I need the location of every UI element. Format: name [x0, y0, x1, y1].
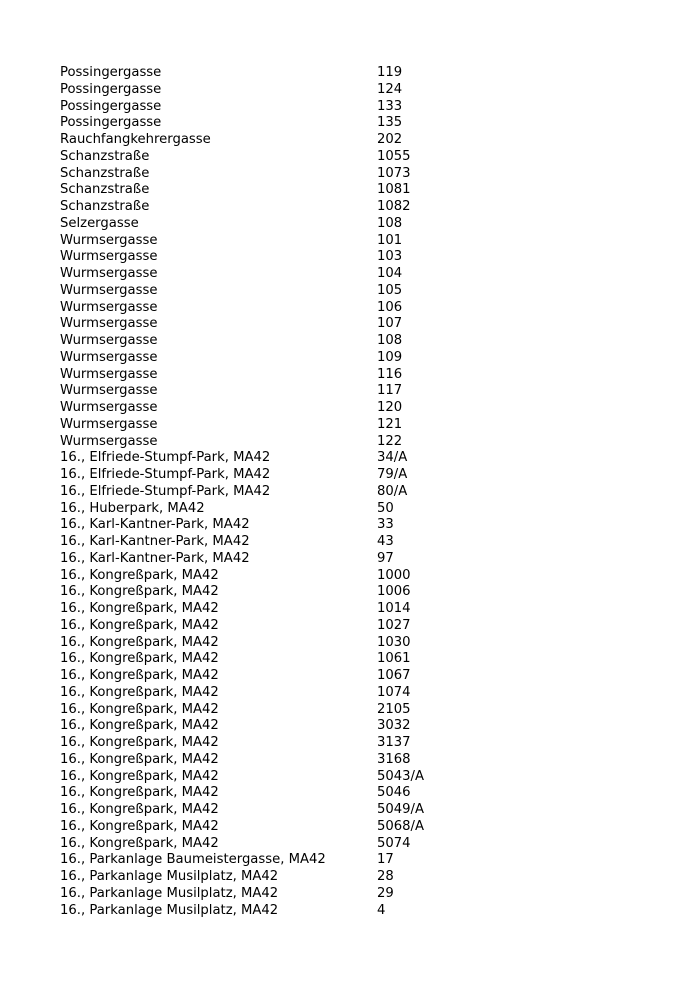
street-name: 16., Elfriede-Stumpf-Park, MA42: [60, 483, 271, 499]
street-name: Possingergasse: [60, 115, 162, 131]
house-number: 1082: [377, 199, 411, 214]
list-item: [0, 132, 700, 149]
house-number: 108: [377, 333, 403, 348]
street-name: 16., Kongreßpark, MA42: [60, 701, 219, 717]
street-name: 16., Parkanlage Musilplatz, MA42: [60, 902, 279, 918]
street-name: Wurmsergasse: [60, 400, 158, 415]
street-name: Wurmsergasse: [60, 232, 158, 248]
street-name: 16., Kongreßpark, MA42: [60, 818, 219, 834]
list-item: [0, 785, 700, 802]
street-name: 16., Karl-Kantner-Park, MA42: [60, 534, 250, 549]
house-number: 28: [377, 869, 394, 884]
list-item: [0, 886, 700, 903]
house-number: 3137: [377, 735, 411, 750]
list-item: [0, 668, 700, 685]
street-name: Selzergasse: [60, 215, 139, 231]
list-item: [0, 685, 700, 702]
house-number: 17: [377, 852, 394, 868]
list-item: [0, 551, 700, 568]
street-name: Wurmsergasse: [60, 349, 158, 365]
street-name: 16., Elfriede-Stumpf-Park, MA42: [60, 450, 271, 466]
list-item: [0, 99, 700, 116]
list-item: [0, 316, 700, 333]
list-item: [0, 400, 700, 417]
street-name: 16., Kongreßpark, MA42: [60, 651, 219, 667]
list-item: [0, 233, 700, 250]
house-number: 104: [377, 266, 403, 281]
house-number: 2105: [377, 701, 411, 717]
list-item: [0, 836, 700, 853]
street-name: 16., Elfriede-Stumpf-Park, MA42: [60, 467, 271, 482]
list-item: [0, 718, 700, 735]
list-item: [0, 869, 700, 886]
house-number: 5074: [377, 835, 411, 851]
street-name: 16., Parkanlage Musilplatz, MA42: [60, 869, 279, 884]
list-item: [0, 752, 700, 769]
list-item: [0, 283, 700, 300]
list-item: [0, 601, 700, 618]
street-name: 16., Kongreßpark, MA42: [60, 768, 219, 784]
street-name: 16., Parkanlage Musilplatz, MA42: [60, 885, 279, 901]
street-name: Schanzstraße: [60, 148, 150, 164]
house-number: 1067: [377, 668, 411, 683]
list-item: [0, 434, 700, 451]
list-item: [0, 182, 700, 199]
list-item: [0, 300, 700, 317]
street-name: 16., Kongreßpark, MA42: [60, 567, 219, 583]
house-number: 1027: [377, 617, 411, 633]
list-item: [0, 852, 700, 869]
street-name: 16., Kongreßpark, MA42: [60, 835, 219, 851]
list-item: [0, 166, 700, 183]
street-name: Schanzstraße: [60, 199, 150, 214]
list-item: [0, 467, 700, 484]
house-number: 117: [377, 383, 403, 399]
street-name: Possingergasse: [60, 65, 162, 80]
street-name: 16., Karl-Kantner-Park, MA42: [60, 550, 250, 566]
street-name: 16., Parkanlage Baumeistergasse, MA42: [60, 852, 326, 868]
street-name: 16., Kongreßpark, MA42: [60, 601, 219, 616]
house-number: 1030: [377, 634, 411, 650]
list-item: [0, 635, 700, 652]
house-number: 1055: [377, 148, 411, 164]
house-number: 79/A: [377, 467, 408, 482]
list-item: [0, 517, 700, 534]
street-name: Wurmsergasse: [60, 299, 158, 315]
house-number: 1061: [377, 651, 411, 667]
street-name: Wurmsergasse: [60, 266, 158, 281]
list-item: [0, 199, 700, 216]
house-number: 121: [377, 416, 403, 432]
address-list: [0, 65, 700, 919]
list-item: [0, 568, 700, 585]
street-name: 16., Kongreßpark, MA42: [60, 634, 219, 650]
list-item: [0, 735, 700, 752]
street-name: Possingergasse: [60, 81, 162, 97]
list-item: [0, 216, 700, 233]
list-item: [0, 584, 700, 601]
house-number: 43: [377, 534, 394, 549]
list-item: [0, 903, 700, 920]
house-number: 124: [377, 81, 403, 97]
list-item: [0, 450, 700, 467]
street-name: Wurmsergasse: [60, 333, 158, 348]
house-number: 1081: [377, 182, 411, 198]
house-number: 122: [377, 433, 403, 449]
street-name: 16., Karl-Kantner-Park, MA42: [60, 517, 250, 533]
house-number: 135: [377, 115, 403, 131]
street-name: 16., Kongreßpark, MA42: [60, 617, 219, 633]
house-number: 105: [377, 282, 403, 298]
list-item: [0, 115, 700, 132]
street-name: Wurmsergasse: [60, 383, 158, 399]
house-number: 1006: [377, 584, 411, 600]
list-item: [0, 367, 700, 384]
list-item: [0, 651, 700, 668]
list-item: [0, 65, 700, 82]
house-number: 119: [377, 65, 403, 80]
street-name: Wurmsergasse: [60, 249, 158, 265]
house-number: 4: [377, 902, 386, 918]
street-name: 16., Kongreßpark, MA42: [60, 785, 219, 801]
street-name: Rauchfangkehrergasse: [60, 132, 211, 147]
street-name: 16., Kongreßpark, MA42: [60, 668, 219, 683]
house-number: 1014: [377, 601, 411, 616]
street-name: Wurmsergasse: [60, 366, 158, 382]
house-number: 120: [377, 400, 403, 415]
list-item: [0, 333, 700, 350]
house-number: 202: [377, 132, 403, 147]
house-number: 3032: [377, 718, 411, 734]
list-item: [0, 484, 700, 501]
list-item: [0, 383, 700, 400]
list-item: [0, 802, 700, 819]
house-number: 50: [377, 500, 394, 516]
street-name: 16., Huberpark, MA42: [60, 500, 205, 516]
street-name: Possingergasse: [60, 98, 162, 114]
street-name: Wurmsergasse: [60, 433, 158, 449]
list-item: [0, 501, 700, 518]
house-number: 5046: [377, 785, 411, 801]
list-item: [0, 266, 700, 283]
house-number: 106: [377, 299, 403, 315]
house-number: 1073: [377, 165, 411, 181]
street-name: Wurmsergasse: [60, 316, 158, 332]
list-item: [0, 350, 700, 367]
street-name: 16., Kongreßpark, MA42: [60, 718, 219, 734]
street-name: Wurmsergasse: [60, 416, 158, 432]
house-number: 5043/A: [377, 768, 425, 784]
house-number: 97: [377, 550, 394, 566]
list-item: [0, 702, 700, 719]
list-item: [0, 149, 700, 166]
list-item: [0, 249, 700, 266]
street-name: 16., Kongreßpark, MA42: [60, 735, 219, 750]
house-number: 29: [377, 885, 394, 901]
house-number: 1000: [377, 567, 411, 583]
house-number: 5068/A: [377, 818, 425, 834]
list-item: [0, 82, 700, 99]
house-number: 133: [377, 98, 403, 114]
street-name: 16., Kongreßpark, MA42: [60, 584, 219, 600]
house-number: 108: [377, 215, 403, 231]
street-name: 16., Kongreßpark, MA42: [60, 802, 219, 817]
house-number: 107: [377, 316, 403, 332]
house-number: 109: [377, 349, 403, 365]
street-name: Schanzstraße: [60, 165, 150, 181]
house-number: 33: [377, 517, 394, 533]
street-name: Wurmsergasse: [60, 282, 158, 298]
list-item: [0, 417, 700, 434]
house-number: 5049/A: [377, 802, 425, 817]
house-number: 103: [377, 249, 403, 265]
street-name: 16., Kongreßpark, MA42: [60, 751, 219, 767]
house-number: 3168: [377, 751, 411, 767]
list-item: [0, 819, 700, 836]
house-number: 34/A: [377, 450, 408, 466]
house-number: 80/A: [377, 483, 408, 499]
house-number: 1074: [377, 684, 411, 700]
street-name: Schanzstraße: [60, 182, 150, 198]
street-name: 16., Kongreßpark, MA42: [60, 684, 219, 700]
list-item: [0, 769, 700, 786]
list-item: [0, 618, 700, 635]
house-number: 116: [377, 366, 403, 382]
list-item: [0, 534, 700, 551]
house-number: 101: [377, 232, 403, 248]
